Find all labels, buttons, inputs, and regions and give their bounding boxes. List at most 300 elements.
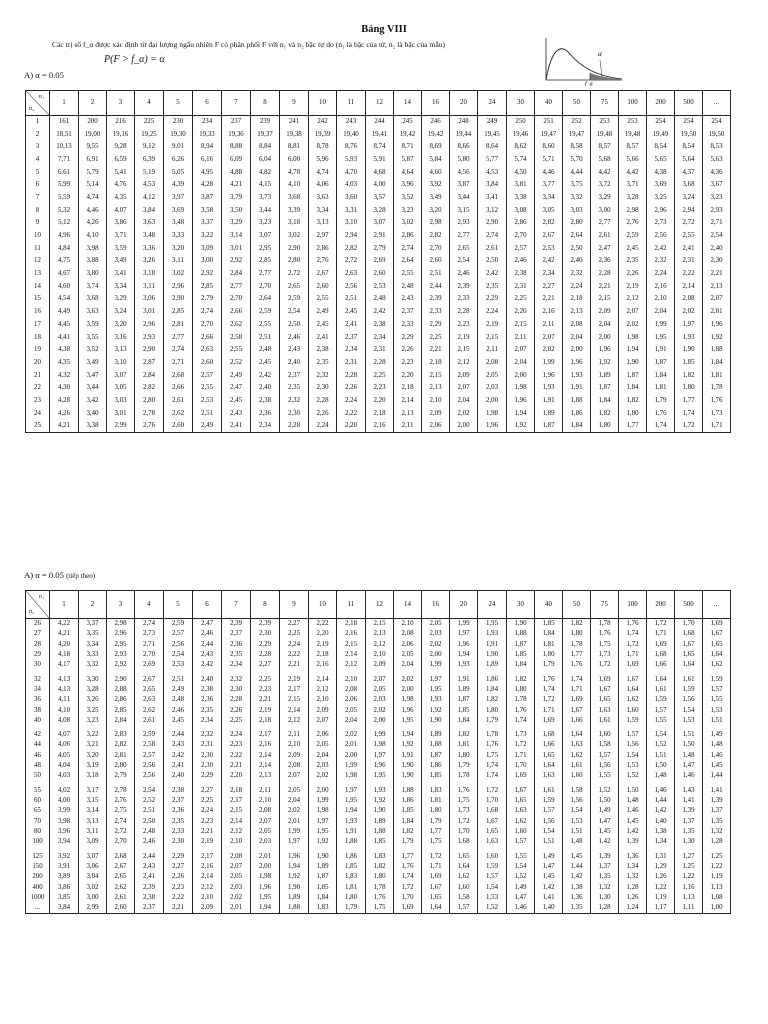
- table-cell: 2,00: [394, 685, 422, 695]
- table-cell: 5,96: [309, 154, 337, 167]
- table-cell: 1,69: [703, 619, 731, 630]
- table-cell: 3,02: [164, 268, 193, 281]
- table-cell: 4,70: [337, 166, 366, 179]
- table-cell: 1,93: [337, 816, 366, 826]
- table-cell: 4,13: [50, 671, 79, 685]
- table-cell: 2,35: [619, 255, 647, 268]
- table-cell: 3,14: [222, 230, 251, 243]
- table-cell: 1,99: [422, 660, 450, 670]
- table-row: [26, 242, 731, 255]
- table-cell: 1,89: [478, 660, 507, 670]
- table-cell: 3,94: [50, 837, 79, 847]
- table-cell: 1,95: [337, 796, 366, 806]
- table-cell: 8,58: [563, 141, 591, 154]
- table-cell: 1,91: [563, 382, 591, 395]
- table-cell: 1,45: [563, 848, 591, 862]
- table-cell: 2,70: [251, 280, 280, 293]
- table-cell: 1,55: [703, 695, 731, 705]
- table-cell: 2,59: [135, 726, 164, 740]
- table-cell: 1,93: [675, 331, 703, 344]
- table-cell: 5,12: [50, 217, 79, 230]
- table-cell: 1,97: [450, 629, 478, 639]
- table-cell: 1,59: [703, 671, 731, 685]
- table-cell: 1,69: [422, 872, 450, 882]
- table-cell: 4,08: [50, 716, 79, 726]
- table-cell: 1,78: [563, 639, 591, 649]
- row-header-n2: 100: [26, 837, 50, 847]
- table-cell: 1,47: [591, 816, 619, 826]
- row-header-n2: 50: [26, 771, 50, 781]
- table-cell: 2,21: [164, 903, 193, 914]
- table-cell: 2,04: [309, 751, 337, 761]
- table-cell: 3,26: [135, 255, 164, 268]
- table-cell: 2,45: [337, 306, 366, 319]
- table-cell: 4,21: [50, 629, 79, 639]
- table-cell: 1,68: [535, 726, 563, 740]
- table-cell: 1,48: [703, 740, 731, 750]
- table-cell: 2,25: [507, 293, 535, 306]
- section-label-1: A) α = 0.05: [24, 70, 64, 80]
- table-cell: 2,07: [222, 862, 251, 872]
- table-cell: 1,63: [507, 806, 535, 816]
- table-cell: 3,09: [193, 242, 222, 255]
- table-cell: 2,50: [563, 242, 591, 255]
- table-cell: 2,61: [107, 893, 135, 903]
- table-cell: 1,22: [647, 882, 675, 892]
- table-cell: 2,56: [135, 771, 164, 781]
- table-cell: 5,63: [703, 154, 731, 167]
- table-row: [26, 740, 731, 750]
- row-header-n2: 18: [26, 331, 50, 344]
- table-cell: 5,14: [79, 179, 107, 192]
- table-cell: 2,27: [251, 660, 280, 670]
- table-cell: 4,96: [50, 230, 79, 243]
- table-cell: 3,59: [107, 242, 135, 255]
- table-cell: 2,38: [309, 344, 337, 357]
- column-header: 9: [280, 591, 309, 619]
- table-cell: 2,96: [135, 319, 164, 332]
- table-cell: 4,76: [107, 179, 135, 192]
- table-cell: 1,54: [478, 882, 507, 892]
- table-cell: 1,82: [591, 407, 619, 420]
- table-cell: 1,88: [394, 782, 422, 796]
- table-cell: 2,41: [337, 319, 366, 332]
- table-cell: 2,16: [251, 740, 280, 750]
- table-cell: 6,91: [79, 154, 107, 167]
- row-header-n2: 7: [26, 192, 50, 205]
- table-cell: 2,93: [107, 650, 135, 660]
- table-cell: 1,78: [591, 619, 619, 630]
- table-cell: 1,65: [507, 796, 535, 806]
- table-cell: 3,48: [135, 230, 164, 243]
- table-cell: 1,56: [563, 796, 591, 806]
- table-cell: 1,72: [619, 639, 647, 649]
- table-cell: 3,68: [675, 179, 703, 192]
- table-cell: 2,11: [535, 319, 563, 332]
- table-cell: 1,72: [535, 695, 563, 705]
- table-row: [26, 751, 731, 761]
- table-cell: 6,16: [193, 154, 222, 167]
- table-cell: 1,77: [619, 420, 647, 433]
- table-cell: 2,38: [164, 782, 193, 796]
- table-cell: 2,00: [450, 420, 478, 433]
- table-cell: 2,23: [193, 816, 222, 826]
- table-cell: 1,87: [422, 751, 450, 761]
- row-header-n2: 400: [26, 882, 50, 892]
- table-cell: 3,98: [50, 816, 79, 826]
- table-cell: 1,97: [675, 319, 703, 332]
- table-row: [26, 695, 731, 705]
- table-cell: 1,77: [422, 827, 450, 837]
- table-cell: 3,23: [251, 217, 280, 230]
- table-cell: 2,84: [222, 268, 251, 281]
- table-cell: 1,77: [563, 650, 591, 660]
- table-cell: 3,41: [107, 268, 135, 281]
- table-cell: 1,79: [478, 716, 507, 726]
- table-cell: 1,67: [591, 685, 619, 695]
- table-cell: 1,70: [478, 796, 507, 806]
- table-cell: 1,41: [535, 893, 563, 903]
- table-cell: 1,90: [366, 806, 394, 816]
- table-cell: 1,81: [647, 382, 675, 395]
- row-header-n2: 125: [26, 848, 50, 862]
- table-cell: 2,10: [647, 293, 675, 306]
- table-cell: 3,11: [79, 827, 107, 837]
- table-cell: 1,90: [394, 771, 422, 781]
- table-cell: 161: [50, 116, 79, 129]
- column-header: 7: [222, 591, 251, 619]
- table-cell: 2,43: [394, 293, 422, 306]
- table-cell: 2,27: [193, 782, 222, 796]
- table-cell: 2,43: [280, 344, 309, 357]
- table-cell: 1,61: [591, 716, 619, 726]
- table-cell: 3,88: [79, 255, 107, 268]
- table-cell: 2,00: [337, 751, 366, 761]
- table-cell: 5,79: [79, 166, 107, 179]
- table-cell: 3,02: [394, 217, 422, 230]
- table-cell: 1,88: [366, 827, 394, 837]
- table-cell: 2,69: [135, 660, 164, 670]
- table-cell: 1,67: [478, 816, 507, 826]
- f-alpha-label: f_α: [585, 81, 593, 86]
- table-cell: 2,10: [222, 837, 251, 847]
- table-cell: 2,10: [251, 796, 280, 806]
- table-cell: 19,37: [251, 128, 280, 141]
- column-header: 40: [535, 91, 563, 116]
- column-header: 30: [507, 91, 535, 116]
- table-cell: 1,40: [535, 903, 563, 914]
- table-cell: 1,76: [703, 395, 731, 408]
- table-cell: 1,84: [647, 369, 675, 382]
- table-cell: 19,33: [193, 128, 222, 141]
- table-cell: 2,40: [164, 771, 193, 781]
- row-header-n2: 23: [26, 395, 50, 408]
- table-cell: 2,52: [135, 796, 164, 806]
- table-cell: 2,71: [164, 357, 193, 370]
- table-cell: 2,65: [107, 872, 135, 882]
- table-cell: 2,04: [507, 357, 535, 370]
- table-cell: 3,69: [164, 204, 193, 217]
- table-cell: 2,37: [164, 796, 193, 806]
- table-cell: 2,55: [394, 268, 422, 281]
- table-cell: 1,40: [647, 816, 675, 826]
- table-cell: 1,61: [675, 671, 703, 685]
- table-cell: 19,30: [164, 128, 193, 141]
- table-cell: 2,86: [309, 242, 337, 255]
- table-cell: 2,94: [675, 204, 703, 217]
- table-cell: 1,91: [450, 671, 478, 685]
- column-header: 40: [535, 591, 563, 619]
- table-row: [26, 268, 731, 281]
- table-cell: 1,75: [591, 639, 619, 649]
- table-cell: 1,90: [422, 716, 450, 726]
- table-cell: 2,77: [164, 331, 193, 344]
- table-cell: 3,71: [619, 179, 647, 192]
- column-header: 12: [366, 591, 394, 619]
- table-cell: 8,81: [280, 141, 309, 154]
- table-cell: 2,60: [164, 420, 193, 433]
- table-cell: 2,25: [251, 671, 280, 685]
- table-cell: 1,60: [563, 771, 591, 781]
- table-cell: 3,11: [135, 280, 164, 293]
- table-cell: 1,51: [535, 837, 563, 847]
- table-cell: 7,71: [50, 154, 79, 167]
- table-cell: 2,61: [591, 230, 619, 243]
- column-header: 3: [107, 91, 135, 116]
- table-cell: 2,15: [337, 639, 366, 649]
- table-cell: 2,77: [251, 268, 280, 281]
- table-cell: 1,88: [703, 344, 731, 357]
- table-cell: 2,05: [309, 740, 337, 750]
- table-cell: 1,68: [478, 806, 507, 816]
- table-cell: 1,82: [563, 619, 591, 630]
- table-cell: 1,84: [450, 716, 478, 726]
- table-cell: 1,57: [535, 806, 563, 816]
- table-cell: 2,41: [309, 331, 337, 344]
- table-cell: 3,72: [591, 179, 619, 192]
- table-cell: 2,78: [135, 407, 164, 420]
- table-cell: 5,05: [164, 166, 193, 179]
- table-cell: 2,54: [450, 255, 478, 268]
- table-cell: 1,30: [591, 893, 619, 903]
- column-header: 6: [193, 591, 222, 619]
- table-cell: 1,85: [309, 882, 337, 892]
- table-cell: 2,55: [675, 230, 703, 243]
- table-cell: 3,68: [79, 293, 107, 306]
- table-cell: 1,80: [563, 629, 591, 639]
- n1-label: n₁: [38, 94, 44, 100]
- table-cell: 5,70: [563, 154, 591, 167]
- table-cell: 19,50: [703, 128, 731, 141]
- table-cell: 2,00: [251, 862, 280, 872]
- table-cell: 4,06: [309, 179, 337, 192]
- table-cell: 2,59: [280, 293, 309, 306]
- table-cell: 2,56: [164, 639, 193, 649]
- table-cell: 19,46: [507, 128, 535, 141]
- table-row: [26, 827, 731, 837]
- row-header-n2: 2: [26, 128, 50, 141]
- table-cell: 4,12: [135, 192, 164, 205]
- table-cell: 2,45: [164, 716, 193, 726]
- table-cell: 2,06: [309, 726, 337, 740]
- table-cell: 3,19: [79, 761, 107, 771]
- table-cell: 1,83: [309, 903, 337, 914]
- f-distribution-graph: [540, 36, 624, 86]
- table-cell: 8,78: [309, 141, 337, 154]
- table-cell: 1,99: [337, 761, 366, 771]
- table-cell: 8,94: [193, 141, 222, 154]
- table-cell: 1,00: [703, 903, 731, 914]
- column-header: 4: [135, 91, 164, 116]
- table-cell: 1,87: [450, 695, 478, 705]
- table-cell: 2,24: [647, 268, 675, 281]
- table-cell: 1,90: [507, 619, 535, 630]
- table-cell: 1,89: [591, 369, 619, 382]
- column-header: 100: [619, 591, 647, 619]
- table-cell: 3,84: [135, 204, 164, 217]
- table-cell: 8,54: [647, 141, 675, 154]
- table-cell: 1,90: [478, 650, 507, 660]
- table-cell: 2,08: [675, 293, 703, 306]
- row-header-n2: 8: [26, 204, 50, 217]
- table-cell: 2,30: [280, 407, 309, 420]
- table-cell: 2,31: [507, 280, 535, 293]
- table-cell: 2,71: [703, 217, 731, 230]
- table-cell: 1,46: [647, 782, 675, 796]
- table-cell: 2,58: [222, 331, 251, 344]
- table-row: [26, 848, 731, 862]
- table-cell: 19,25: [135, 128, 164, 141]
- table-cell: 2,17: [193, 848, 222, 862]
- table-row: [26, 816, 731, 826]
- table-cell: 3,89: [50, 872, 79, 882]
- table-cell: 1,92: [422, 705, 450, 715]
- table-cell: 3,22: [79, 726, 107, 740]
- table-cell: 2,30: [193, 761, 222, 771]
- table-row: [26, 903, 731, 914]
- column-header: 8: [251, 591, 280, 619]
- table-cell: 4,10: [280, 179, 309, 192]
- table-cell: 2,47: [222, 382, 251, 395]
- table-cell: 3,99: [50, 806, 79, 816]
- table-cell: 1,37: [675, 816, 703, 826]
- table-row: [26, 882, 731, 892]
- row-header-n2: 42: [26, 726, 50, 740]
- table-cell: 1,96: [366, 761, 394, 771]
- table-cell: 2,25: [193, 796, 222, 806]
- table-cell: 1,48: [675, 751, 703, 761]
- table-cell: 2,50: [478, 255, 507, 268]
- table-cell: 8,53: [703, 141, 731, 154]
- table-cell: 1,31: [647, 848, 675, 862]
- table-cell: 1,69: [535, 716, 563, 726]
- table-cell: 5,80: [450, 154, 478, 167]
- table-cell: 1,49: [591, 806, 619, 816]
- table-cell: 3,03: [563, 204, 591, 217]
- table-cell: 2,30: [309, 382, 337, 395]
- f-table-part-1: [25, 90, 731, 433]
- table-cell: 2,24: [478, 306, 507, 319]
- table-cell: 5,74: [507, 154, 535, 167]
- table-cell: 2,67: [535, 230, 563, 243]
- table-cell: 3,35: [79, 629, 107, 639]
- table-cell: 2,68: [164, 369, 193, 382]
- table-cell: 3,58: [193, 204, 222, 217]
- table-cell: 2,69: [366, 255, 394, 268]
- table-cell: 2,93: [703, 204, 731, 217]
- table-cell: 1,45: [591, 827, 619, 837]
- table-cell: 1,84: [591, 395, 619, 408]
- table-cell: 3,07: [79, 848, 107, 862]
- table-cell: 1,72: [478, 782, 507, 796]
- table-cell: 2,01: [703, 306, 731, 319]
- table-cell: 2,32: [563, 268, 591, 281]
- table-cell: 4,10: [50, 705, 79, 715]
- table-cell: 2,21: [193, 827, 222, 837]
- table-cell: 2,60: [422, 255, 450, 268]
- table-cell: 2,06: [337, 695, 366, 705]
- table-cell: 3,00: [591, 204, 619, 217]
- table-row: [26, 179, 731, 192]
- table-cell: 2,22: [675, 268, 703, 281]
- table-cell: 2,10: [309, 695, 337, 705]
- table-cell: 1,98: [619, 331, 647, 344]
- column-header: 200: [647, 591, 675, 619]
- table-cell: 2,18: [366, 407, 394, 420]
- table-cell: 4,18: [50, 650, 79, 660]
- table-cell: 4,21: [222, 179, 251, 192]
- table-cell: 2,55: [193, 382, 222, 395]
- table-cell: 9,55: [79, 141, 107, 154]
- table-cell: 1,58: [563, 782, 591, 796]
- table-cell: 2,39: [251, 619, 280, 630]
- table-cell: 1,74: [535, 685, 563, 695]
- table-cell: 5,66: [619, 154, 647, 167]
- table-cell: 2,49: [193, 420, 222, 433]
- table-cell: 2,14: [675, 280, 703, 293]
- table-cell: 2,66: [164, 382, 193, 395]
- table-row: [26, 166, 731, 179]
- table-cell: 2,77: [591, 217, 619, 230]
- row-header-n2: 13: [26, 268, 50, 281]
- table-cell: 2,09: [422, 407, 450, 420]
- table-cell: 1,34: [619, 862, 647, 872]
- table-cell: 3,67: [703, 179, 731, 192]
- table-cell: 1,46: [675, 771, 703, 781]
- table-cell: 2,29: [164, 848, 193, 862]
- table-cell: 2,17: [222, 796, 251, 806]
- table-cell: 1,72: [675, 420, 703, 433]
- table-cell: 2,24: [222, 726, 251, 740]
- row-header-n2: 3: [26, 141, 50, 154]
- table-cell: 2,85: [107, 705, 135, 715]
- table-cell: 2,10: [366, 650, 394, 660]
- row-header-n2: 46: [26, 751, 50, 761]
- table-cell: 3,68: [280, 192, 309, 205]
- table-cell: 2,07: [450, 382, 478, 395]
- table-cell: 2,13: [394, 407, 422, 420]
- table-cell: 3,84: [50, 903, 79, 914]
- table-cell: 2,19: [619, 280, 647, 293]
- table-cell: 4,32: [50, 369, 79, 382]
- table-cell: 1,80: [619, 407, 647, 420]
- table-cell: 2,65: [280, 280, 309, 293]
- table-cell: 2,22: [222, 751, 251, 761]
- column-header: 20: [450, 91, 478, 116]
- column-header: ...: [703, 591, 731, 619]
- table-cell: 1,95: [647, 331, 675, 344]
- table-cell: 2,45: [309, 319, 337, 332]
